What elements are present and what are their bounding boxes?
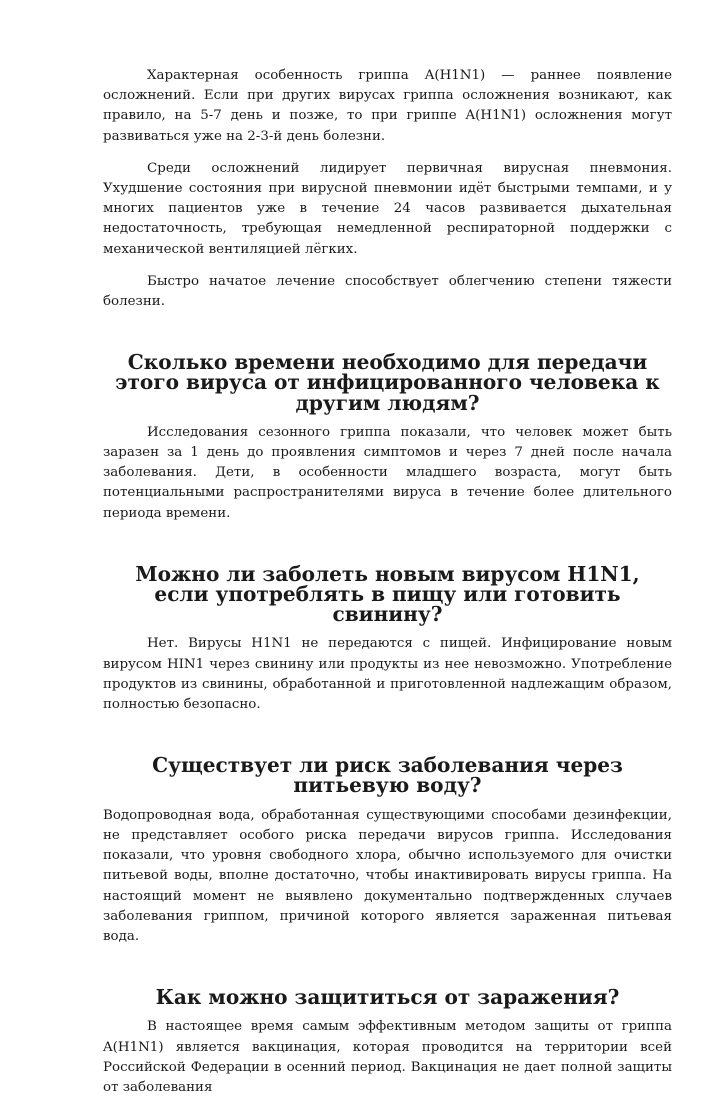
section-heading: Существует ли риск заболевания через питьевую воду?: [152, 753, 623, 798]
paragraph: Характерная особенность гриппа A(H1N1) — раннее появление осложнений. Если при других вирусах гриппа осложнения возникают, как правило, на 5-7 день и позже, то при гриппе A(H1N1) осложнения могут развиваться уже на 2-3-й день болезни.: [103, 68, 672, 144]
paragraph: В настоящее время самым эффективным методом защиты от гриппа A(H1N1) является вакцинация, которая проводится на территории всей Российской Федерации в осенний период. Вакцинация не дает полной защиты от заболевания: [103, 1019, 672, 1095]
paragraph: Нет. Вирусы H1N1 не передаются с пищей. Инфицирование новым вирусом HIN1 через свинину или продукты из нее невозможно. Употребление продуктов из свинины, обработанной и приготовленной надлежащим образом, полностью безопасно.: [103, 636, 672, 713]
document-page: [103, 66, 672, 1098]
paragraph: Быстро начатое лечение способствует облегчению степени тяжести болезни.: [103, 273, 672, 310]
paragraph: Водопроводная вода, обработанная существующими способами дезинфекции, не представляет особого риска передачи вирусов гриппа. Исследования показали, что уровня свободного хлора, обычно используемого для очистки питьевой воды, вполне достаточно, чтобы инактивировать вирусы гриппа. На настоящий момент не выявлено документально подтвержденных случаев заболевания гриппом, причиной которого является зараженная питьевая вода.: [103, 807, 672, 944]
paragraph: Среди осложнений лидирует первичная вирусная пневмония. Ухудшение состояния при вирусной пневмонии идёт быстрыми темпами, и у многих пациентов уже в течение 24 часов развивается дыхательная недостаточность, требующая немедленной респираторной поддержки с механической вентиляцией лёгких.: [103, 160, 672, 257]
section-heading: Как можно защититься от заражения?: [155, 985, 620, 1010]
paragraph: Исследования сезонного гриппа показали, что человек может быть заразен за 1 день до проявления симптомов и через 7 дней после начала заболевания. Дети, в особенности младшего возраста, могут быть потенциальными распространителями вируса в течение более длительного периода времени.: [103, 424, 672, 521]
section-heading: Сколько времени необходимо для передачи этого вируса от инфицированного человека к другим людям?: [115, 350, 660, 415]
section-heading: Можно ли заболеть новым вирусом H1N1, если употреблять в пищу или готовить свинину?: [135, 561, 640, 627]
